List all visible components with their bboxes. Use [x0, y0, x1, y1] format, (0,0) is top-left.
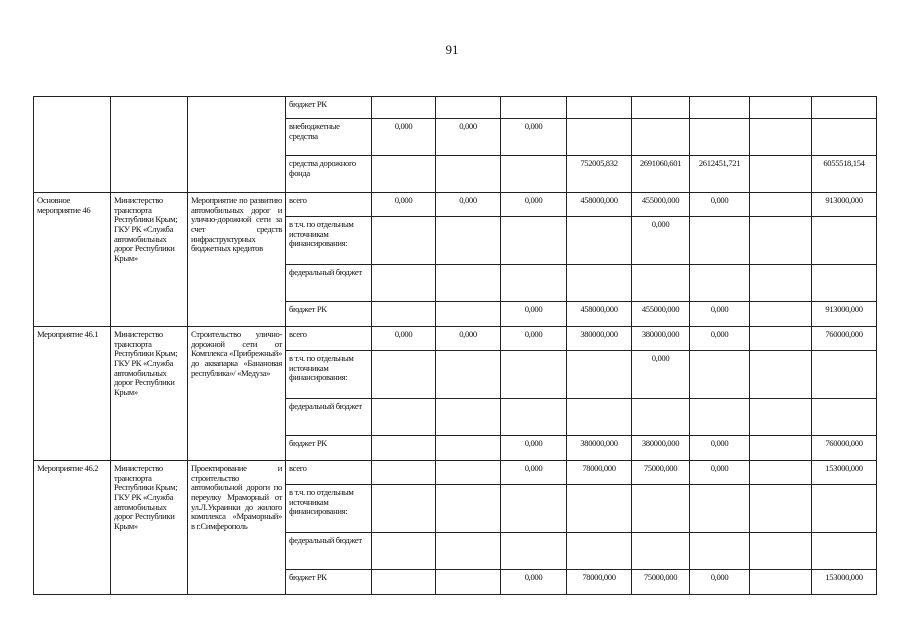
amount-cell: [567, 97, 632, 119]
amount-cell: [750, 461, 812, 485]
amount-cell: [750, 193, 812, 217]
funding-source: всего: [286, 461, 372, 485]
amount-cell: [750, 436, 812, 461]
amount-cell: [501, 399, 567, 436]
funding-source: средства дорожного фонда: [286, 156, 372, 193]
amount-cell: 78000,000: [567, 570, 632, 595]
amount-cell: 380000,000: [567, 327, 632, 351]
amount-cell: [750, 485, 812, 533]
amount-cell: [372, 570, 436, 595]
budget-table: [33, 96, 877, 595]
amount-cell: [690, 533, 750, 570]
amount-cell: [501, 533, 567, 570]
executor: [111, 97, 188, 193]
activity-name: [34, 97, 111, 193]
amount-cell: 0,000: [501, 193, 567, 217]
amount-cell: [501, 97, 567, 119]
funding-source: бюджет РК: [286, 97, 372, 119]
amount-cell: 0,000: [501, 570, 567, 595]
activity-name: Основное мероприятие 46: [34, 193, 111, 327]
amount-cell: [750, 217, 812, 265]
amount-cell: [632, 399, 690, 436]
amount-cell: [632, 485, 690, 533]
amount-cell: 913000,000: [812, 193, 877, 217]
amount-cell: [812, 351, 877, 399]
amount-cell: 760000,000: [812, 327, 877, 351]
amount-cell: [690, 97, 750, 119]
amount-cell: [436, 302, 501, 327]
amount-cell: [372, 97, 436, 119]
amount-cell: 752005,832: [567, 156, 632, 193]
amount-cell: [567, 533, 632, 570]
amount-cell: 0,000: [501, 119, 567, 156]
amount-cell: [690, 399, 750, 436]
amount-cell: [750, 119, 812, 156]
amount-cell: [690, 265, 750, 302]
amount-cell: [690, 119, 750, 156]
amount-cell: 0,000: [690, 193, 750, 217]
amount-cell: [750, 156, 812, 193]
amount-cell: [690, 351, 750, 399]
amount-cell: 0,000: [501, 461, 567, 485]
amount-cell: 0,000: [436, 327, 501, 351]
funding-source: федеральный бюджет: [286, 265, 372, 302]
amount-cell: [372, 485, 436, 533]
amount-cell: 0,000: [690, 302, 750, 327]
amount-cell: [750, 327, 812, 351]
amount-cell: 0,000: [436, 193, 501, 217]
amount-cell: 380000,000: [632, 436, 690, 461]
table-row: [34, 193, 877, 217]
amount-cell: 0,000: [501, 327, 567, 351]
amount-cell: 0,000: [436, 119, 501, 156]
amount-cell: 913000,000: [812, 302, 877, 327]
amount-cell: [436, 436, 501, 461]
amount-cell: 0,000: [632, 217, 690, 265]
amount-cell: [372, 461, 436, 485]
funding-source: в т.ч. по отдельным источникам финансирования:: [286, 351, 372, 399]
amount-cell: 380000,000: [567, 436, 632, 461]
funding-source: внебюджетные средства: [286, 119, 372, 156]
amount-cell: 153000,000: [812, 461, 877, 485]
page-number: 91: [445, 42, 459, 57]
amount-cell: 2612451,721: [690, 156, 750, 193]
amount-cell: [632, 119, 690, 156]
amount-cell: [436, 217, 501, 265]
amount-cell: [436, 97, 501, 119]
amount-cell: 6055518,154: [812, 156, 877, 193]
amount-cell: 2691060,601: [632, 156, 690, 193]
amount-cell: [436, 570, 501, 595]
amount-cell: [436, 265, 501, 302]
activity-name: Мероприятие 46.1: [34, 327, 111, 461]
amount-cell: [812, 97, 877, 119]
amount-cell: [372, 265, 436, 302]
amount-cell: [372, 351, 436, 399]
amount-cell: [501, 265, 567, 302]
amount-cell: 0,000: [632, 351, 690, 399]
amount-cell: [750, 351, 812, 399]
amount-cell: 0,000: [690, 570, 750, 595]
amount-cell: [632, 97, 690, 119]
amount-cell: [750, 570, 812, 595]
amount-cell: [501, 217, 567, 265]
amount-cell: [750, 97, 812, 119]
amount-cell: 0,000: [372, 119, 436, 156]
funding-source: бюджет РК: [286, 436, 372, 461]
amount-cell: 458000,000: [567, 193, 632, 217]
executor: Министерство транспорта Республики Крым; ГКУ РК «Служба автомобильных дорог Республики Крым»: [111, 461, 188, 595]
funding-source: всего: [286, 193, 372, 217]
amount-cell: [436, 399, 501, 436]
amount-cell: [501, 351, 567, 399]
amount-cell: [436, 461, 501, 485]
amount-cell: 458000,000: [567, 302, 632, 327]
executor: Министерство транспорта Республики Крым; ГКУ РК «Служба автомобильных дорог Республики Крым»: [111, 327, 188, 461]
amount-cell: [567, 351, 632, 399]
amount-cell: [501, 156, 567, 193]
amount-cell: 78000,000: [567, 461, 632, 485]
amount-cell: 455000,000: [632, 302, 690, 327]
funding-source: бюджет РК: [286, 302, 372, 327]
amount-cell: [436, 156, 501, 193]
amount-cell: [567, 217, 632, 265]
amount-cell: [750, 399, 812, 436]
amount-cell: 760000,000: [812, 436, 877, 461]
amount-cell: [372, 156, 436, 193]
amount-cell: [567, 399, 632, 436]
amount-cell: [812, 217, 877, 265]
amount-cell: [812, 485, 877, 533]
amount-cell: [812, 119, 877, 156]
amount-cell: [372, 399, 436, 436]
executor: Министерство транспорта Республики Крым; ГКУ РК «Служба автомобильных дорог Республики Крым»: [111, 193, 188, 327]
funding-source: всего: [286, 327, 372, 351]
activity-description: Проектирование и строительство автомобильной дороги по переулку Мраморный от ул.Л.Украинки до жилого комплекса «Мраморный» в г.Симферополь: [188, 461, 286, 595]
amount-cell: [812, 265, 877, 302]
amount-cell: [632, 265, 690, 302]
amount-cell: [750, 302, 812, 327]
amount-cell: [812, 533, 877, 570]
amount-cell: 455000,000: [632, 193, 690, 217]
amount-cell: 0,000: [690, 461, 750, 485]
table-row: [34, 97, 877, 119]
funding-source: федеральный бюджет: [286, 533, 372, 570]
amount-cell: [501, 485, 567, 533]
amount-cell: 75000,000: [632, 461, 690, 485]
amount-cell: [690, 485, 750, 533]
amount-cell: 0,000: [372, 193, 436, 217]
funding-source: федеральный бюджет: [286, 399, 372, 436]
amount-cell: [372, 436, 436, 461]
funding-source: бюджет РК: [286, 570, 372, 595]
amount-cell: 0,000: [372, 327, 436, 351]
funding-source: в т.ч. по отдельным источникам финансирования:: [286, 217, 372, 265]
amount-cell: 153000,000: [812, 570, 877, 595]
amount-cell: [436, 351, 501, 399]
table-row: [34, 327, 877, 351]
amount-cell: [632, 533, 690, 570]
amount-cell: [372, 533, 436, 570]
amount-cell: [567, 265, 632, 302]
amount-cell: [750, 265, 812, 302]
amount-cell: [372, 302, 436, 327]
amount-cell: [567, 119, 632, 156]
amount-cell: [567, 485, 632, 533]
activity-description: Строительство улично-дорожной сети от Комплекса «Прибрежный» до аквапарка «Банановая республика»/ «Медуза»: [188, 327, 286, 461]
amount-cell: 0,000: [690, 436, 750, 461]
activity-name: Мероприятие 46.2: [34, 461, 111, 595]
amount-cell: 75000,000: [632, 570, 690, 595]
amount-cell: [372, 217, 436, 265]
amount-cell: 0,000: [501, 302, 567, 327]
amount-cell: [436, 485, 501, 533]
amount-cell: [812, 399, 877, 436]
table-row: [34, 461, 877, 485]
amount-cell: 0,000: [690, 327, 750, 351]
activity-description: Мероприятие по развитию автомобильных дорог и улично-дорожной сети за счет средств инфраструктурных бюджетных кредитов: [188, 193, 286, 327]
amount-cell: 380000,000: [632, 327, 690, 351]
amount-cell: [436, 533, 501, 570]
activity-description: [188, 97, 286, 193]
funding-source: в т.ч. по отдельным источникам финансирования:: [286, 485, 372, 533]
amount-cell: [690, 217, 750, 265]
amount-cell: [750, 533, 812, 570]
amount-cell: 0,000: [501, 436, 567, 461]
